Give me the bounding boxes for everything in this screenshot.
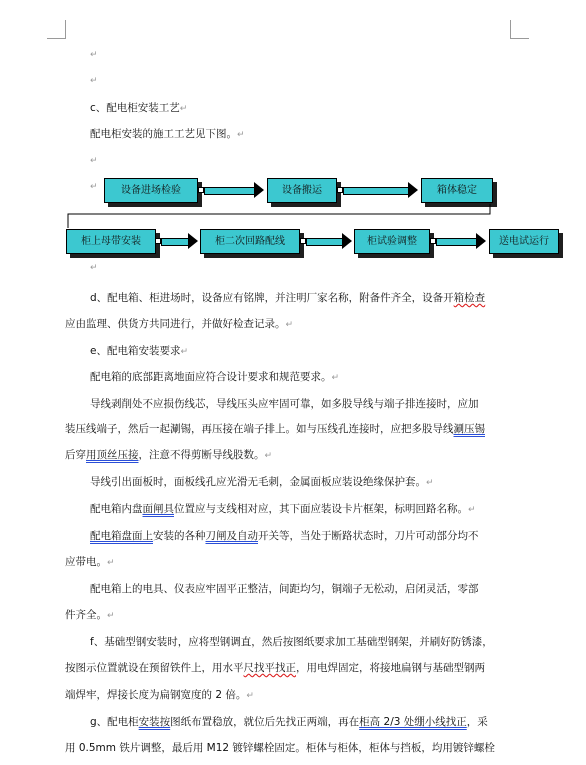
para-box-line2: 配电箱盘面上安装的各种刀闸及自动开关等，当处于断路状态时，刀片可动部分均不 bbox=[90, 530, 479, 542]
para-inst-line1: 配电箱上的电具、仪表应牢固平正整洁，间距均匀，铜端子无松动，启闭灵活，零部 bbox=[90, 583, 479, 595]
paragraph-mark: ↵ bbox=[90, 76, 98, 86]
para-g-line2: 用 0.5mm 铁片调整，最后用 M12 镀锌螺栓固定。柜体与柜体，柜体与挡板，均用镀锌螺栓 bbox=[65, 742, 495, 754]
flow-arrow bbox=[436, 235, 486, 247]
flow-arrow bbox=[204, 184, 264, 196]
flow-step-secondary-wiring: 柜二次回路配线 bbox=[200, 229, 300, 254]
para-wire-line1: 导线剥削处不应损伤线芯，导线压头应牢固可靠，如多股导线与端子排连接时，应加 bbox=[90, 398, 479, 410]
intro-text: 配电柜安装的施工工艺见下图。↵ bbox=[90, 128, 245, 140]
para-wire-line3: 后穿用顶丝压接，注意不得剪断导线股数。↵ bbox=[65, 449, 273, 461]
flow-arrow bbox=[343, 184, 418, 196]
flow-step-inspection: 设备进场检验 bbox=[104, 178, 198, 203]
heading-e: e、配电箱安装要求↵ bbox=[90, 345, 189, 357]
paragraph-mark: ↵ bbox=[90, 263, 98, 273]
page-corner-mark-top-left bbox=[47, 20, 66, 39]
page-corner-mark-top-right bbox=[510, 20, 529, 39]
flow-arrow bbox=[306, 235, 352, 247]
para-inst-line2: 件齐全。↵ bbox=[65, 609, 115, 621]
heading-c: c、配电柜安装工艺↵ bbox=[90, 102, 188, 114]
para-f-line1: f、基础型钢安装时，应将型钢调直，然后按图纸要求加工基础型钢架，并刷好防锈漆， bbox=[90, 636, 493, 648]
paragraph-mark: ↵ bbox=[90, 156, 98, 166]
flow-step-transport: 设备搬运 bbox=[267, 178, 337, 203]
flow-step-busbar: 柜上母带安装 bbox=[66, 229, 156, 254]
para-f-line2: 按图示位置就设在预留铁件上，用水平尺找平找正，用电焊固定，将接地扁钢与基础型钢两 bbox=[65, 662, 485, 674]
flow-return-arrow bbox=[60, 198, 500, 234]
para-wire-line2: 装压线端子，然后一起涮锡，再压接在端子排上。如与压线孔连接时，应把多股导线涮压锡 bbox=[65, 423, 485, 435]
para-d-line1: d、配电箱、柜进场时，设备应有铭牌，并注明厂家名称，附备件齐全，设备开箱检查 bbox=[90, 292, 486, 304]
paragraph-mark: ↵ bbox=[90, 182, 98, 192]
para-panel: 导线引出面板时，面板线孔应光滑无毛刺，金属面板应装设绝缘保护套。↵ bbox=[90, 476, 434, 488]
flow-arrow bbox=[161, 235, 197, 247]
para-box-line3: 应带电。↵ bbox=[65, 556, 115, 568]
para-g-line1: g、配电柜安装按图纸布置稳放，就位后先找正两端，再在柜高 2/3 处绷小线找正，采 bbox=[90, 716, 488, 728]
para-d-line2: 应由监理、供货方共同进行，并做好检查记录。↵ bbox=[65, 318, 294, 330]
flow-step-cabinet-stabilize: 箱体稳定 bbox=[421, 178, 493, 203]
para-f-line3: 端焊牢，焊接长度为扁钢宽度的 2 倍。↵ bbox=[65, 689, 254, 701]
paragraph-mark: ↵ bbox=[90, 50, 98, 60]
flow-step-test-adjust: 柜试验调整 bbox=[354, 229, 430, 254]
flow-step-power-trial: 送电试运行 bbox=[489, 229, 559, 254]
para-box-line1: 配电箱内盘面闸具位置应与支线相对应，其下面应装设卡片框架，标明回路名称。↵ bbox=[90, 503, 476, 515]
para-e-line1: 配电箱的底部距离地面应符合设计要求和规范要求。↵ bbox=[90, 371, 340, 383]
